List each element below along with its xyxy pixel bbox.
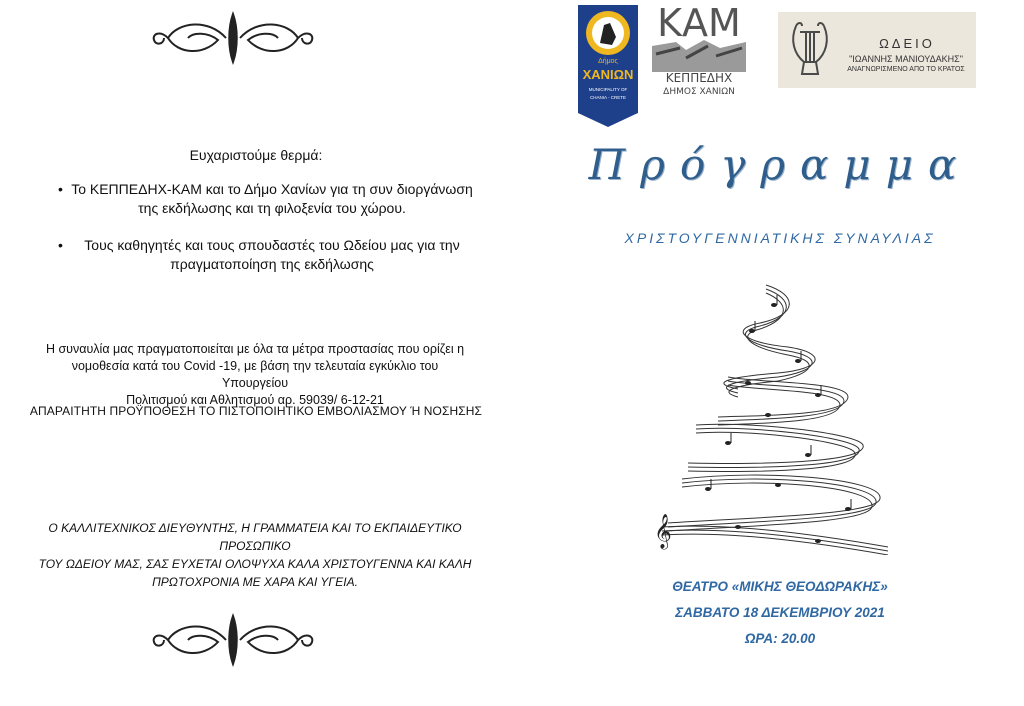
municipal-logo-line4: CHANIA - CRETE [589, 95, 627, 100]
municipal-logo-line1: Δήμος [598, 58, 618, 65]
kam-logo [646, 2, 752, 97]
greeting-line: ΤΟΥ ΩΔΕΙΟΥ ΜΑΣ, ΣΑΣ ΕΥΧΕΤΑΙ ΟΛΟΨΥΧΑ ΚΑΛΑ ΧΡΙΣΤΟΥΓΕΝΝΑ ΚΑΙ ΚΑΛΗ [38, 557, 472, 571]
kam-logo-mid: ΚΕΠΠΕΔΗΧ [665, 71, 733, 85]
notice-line: Η συναυλία μας πραγματοποιείται με όλα τα μέτρα προστασίας που ορίζει η [45, 342, 465, 356]
notice-line: νομοθεσία κατά του Covid -19, με βάση την τελευταία εγκύκλιο του Υπουργείου [71, 359, 439, 390]
kam-logo-big: ΚΑΜ [657, 2, 741, 45]
odeio-subtitle: "ΙΩΑΝΝΗΣ ΜΑΝΙΟΥΔΑΚΗΣ" [849, 54, 963, 64]
holiday-greeting [20, 519, 490, 591]
program-subtitle: ΧΡΙΣΤΟΥΓΕΝΝΙΑΤΙΚΗΣ ΣΥΝΑΥΛΙΑΣ [624, 230, 936, 246]
thanks-item: • Το ΚΕΠΠΕΔΗΧ-ΚΑΜ και το Δήμο Χανίων για τη συν διοργάνωση της εκδήλωσης και τη φιλοξενία του χώρου. [62, 180, 482, 218]
event-date: ΣΑΒΒΑΤΟ 18 ΔΕΚΕΜΒΡΙΟΥ 2021 [675, 605, 885, 620]
venue-name: ΘΕΑΤΡΟ «ΜΙΚΗΣ ΘΕΟΔΩΡΑΚΗΣ» [672, 579, 888, 594]
municipal-logo-line2: ΧΑΝΙΩΝ [582, 67, 634, 82]
svg-text:𝄞: 𝄞 [654, 514, 672, 549]
thanks-list [62, 180, 482, 292]
thanks-title: Ευχαριστούμε θερμά: [189, 147, 323, 163]
event-time: ΩΡΑ: 20.00 [744, 631, 816, 646]
musical-tree-illustration [648, 265, 898, 555]
thanks-item: • Τους καθηγητές και τους σπουδαστές του Ωδείου μας για την πραγματοποίηση της εκδήλωσης [62, 236, 482, 274]
ornament-bottom [148, 612, 318, 668]
municipality-logo [576, 3, 640, 129]
municipal-logo-line3: MUNICIPALITY OF [588, 87, 628, 92]
lyre-icon [786, 20, 834, 82]
odeio-logo [778, 12, 976, 88]
greeting-line: ΠΡΩΤΟΧΡΟΝΙΑ ΜΕ ΧΑΡΑ ΚΑΙ ΥΓΕΙΑ. [152, 575, 358, 589]
covid-notice [40, 341, 470, 409]
program-title: Πρόγραμμα [588, 140, 972, 189]
ornament-top [148, 10, 318, 66]
odeio-name: ΩΔΕΙΟ [879, 36, 935, 51]
greeting-line: Ο ΚΑΛΛΙΤΕΧΝΙΚΟΣ ΔΙΕΥΘΥΝΤΗΣ, Η ΓΡΑΜΜΑΤΕΙΑ ΚΑΙ ΤΟ ΕΚΠΑΙΔΕΥΤΙΚΟ ΠΡΟΣΩΠΙΚΟ [48, 521, 462, 553]
notice-line: Πολιτισμού και Αθλητισμού αρ. 59039/ 6-12-21 [126, 393, 384, 407]
kam-logo-small: ΔΗΜΟΣ ΧΑΝΙΩΝ [663, 87, 735, 97]
odeio-accreditation: ΑΝΑΓΝΩΡΙΣΜΕΝΟ ΑΠΟ ΤΟ ΚΡΑΤΟΣ [847, 66, 965, 73]
vaccination-requirement: ΑΠΑΡΑΙΤΗΤΗ ΠΡΟΫΠΟΘΕΣΗ ΤΟ ΠΙΣΤΟΠΟΙΗΤΙΚΟ ΕΜΒΟΛΙΑΣΜΟΥ Ή ΝΟΣΗΣΗΣ [29, 404, 483, 418]
